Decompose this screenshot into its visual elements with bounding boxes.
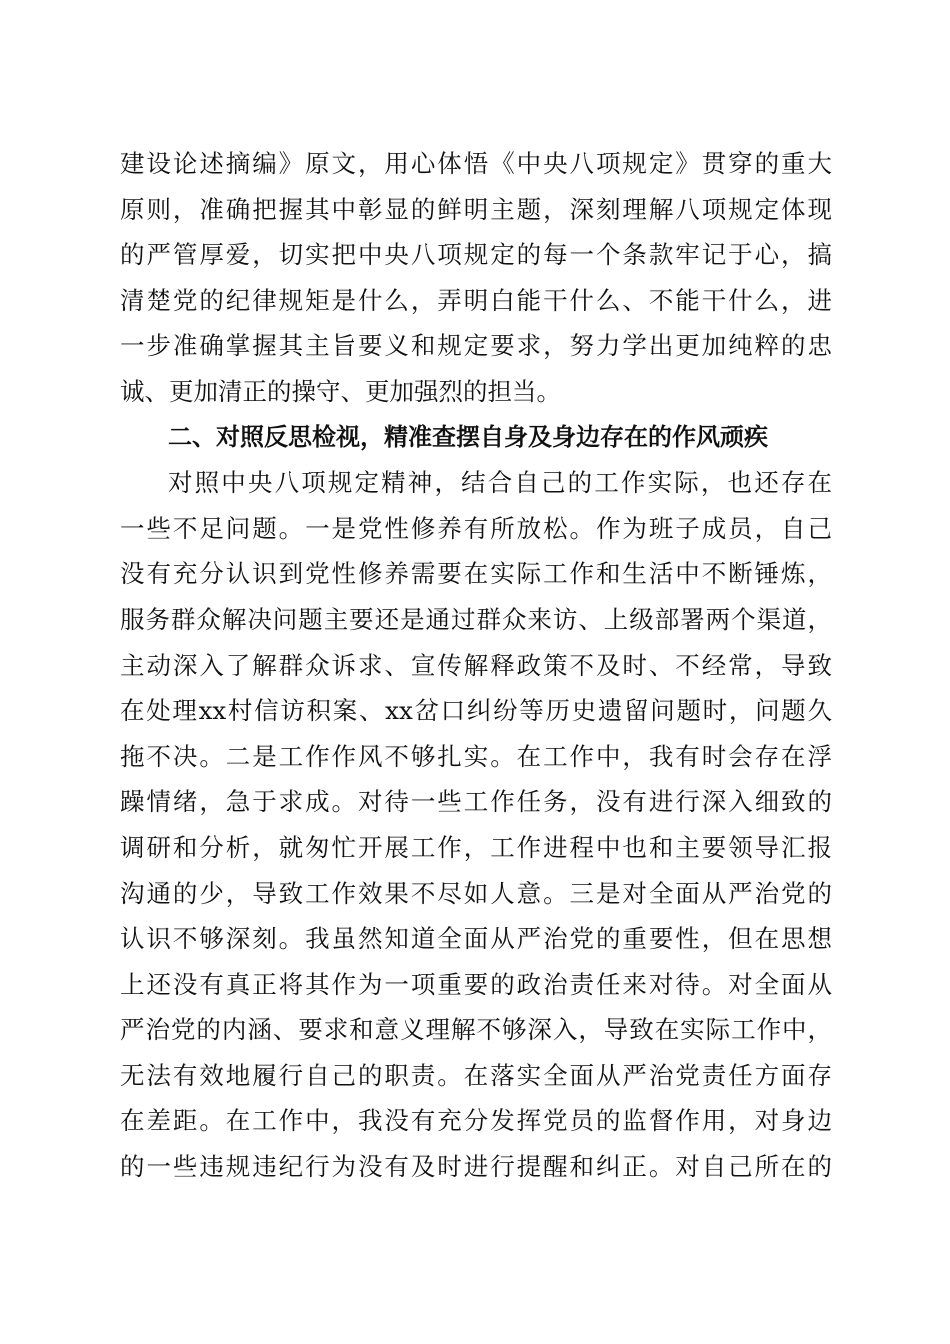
text-line: 无法有效地履行自己的职责。在落实全面从严治党责任方面存 bbox=[120, 1060, 832, 1090]
text-line: 清楚党的纪律规矩是什么，弄明白能干什么、不能干什么，进 bbox=[120, 285, 832, 315]
text-line: 的一些违规违纪行为没有及时进行提醒和纠正。对自己所在的 bbox=[120, 1152, 832, 1182]
paragraph-continuation bbox=[120, 141, 832, 415]
text-line: 一步准确掌握其主旨要义和规定要求，努力学出更加纯粹的忠 bbox=[120, 331, 832, 361]
text-line: 躁情绪，急于求成。对待一些工作任务，没有进行深入细致的 bbox=[120, 787, 832, 817]
text-line: 认识不够深刻。我虽然知道全面从严治党的重要性，但在思想 bbox=[120, 924, 832, 954]
text-line: 原则，准确把握其中彰显的鲜明主题，深刻理解八项规定体现 bbox=[120, 194, 832, 224]
text-line: 服务群众解决问题主要还是通过群众来访、上级部署两个渠道， bbox=[120, 604, 832, 634]
paragraph-body bbox=[120, 460, 832, 1190]
text-line: 沟通的少，导致工作效果不尽如人意。三是对全面从严治党的 bbox=[120, 878, 832, 908]
text-line: 的严管厚爱，切实把中央八项规定的每一个条款牢记于心，搞 bbox=[120, 240, 832, 270]
text-line: 调研和分析，就匆忙开展工作，工作进程中也和主要领导汇报 bbox=[120, 832, 832, 862]
text-line: 拖不决。二是工作作风不够扎实。在工作中，我有时会存在浮 bbox=[120, 741, 832, 771]
text-line: 建设论述摘编》原文，用心体悟《中央八项规定》贯穿的重大 bbox=[120, 149, 832, 178]
text-line: 上还没有真正将其作为一项重要的政治责任来对待。对全面从 bbox=[120, 969, 832, 999]
text-line: 没有充分认识到党性修养需要在实际工作和生活中不断锤炼， bbox=[120, 559, 832, 589]
text-line: 在差距。在工作中，我没有充分发挥党员的监督作用，对身边 bbox=[120, 1106, 832, 1136]
section-heading: 二、对照反思检视，精准查摆自身及身边存在的作风顽疾 bbox=[168, 422, 768, 451]
text-line: 诚、更加清正的操守、更加强烈的担当。 bbox=[120, 376, 561, 406]
text-line: 对照中央八项规定精神，结合自己的工作实际，也还存在 bbox=[168, 468, 832, 498]
text-line: 严治党的内涵、要求和意义理解不够深入，导致在实际工作中， bbox=[120, 1015, 832, 1045]
text-line: 主动深入了解群众诉求、宣传解释政策不及时、不经常，导致 bbox=[120, 650, 832, 680]
document-body bbox=[120, 141, 832, 1190]
text-line: 在处理xx村信访积案、xx岔口纠纷等历史遗留问题时，问题久 bbox=[120, 696, 832, 726]
text-line: 一些不足问题。一是党性修养有所放松。作为班子成员，自己 bbox=[120, 513, 832, 543]
